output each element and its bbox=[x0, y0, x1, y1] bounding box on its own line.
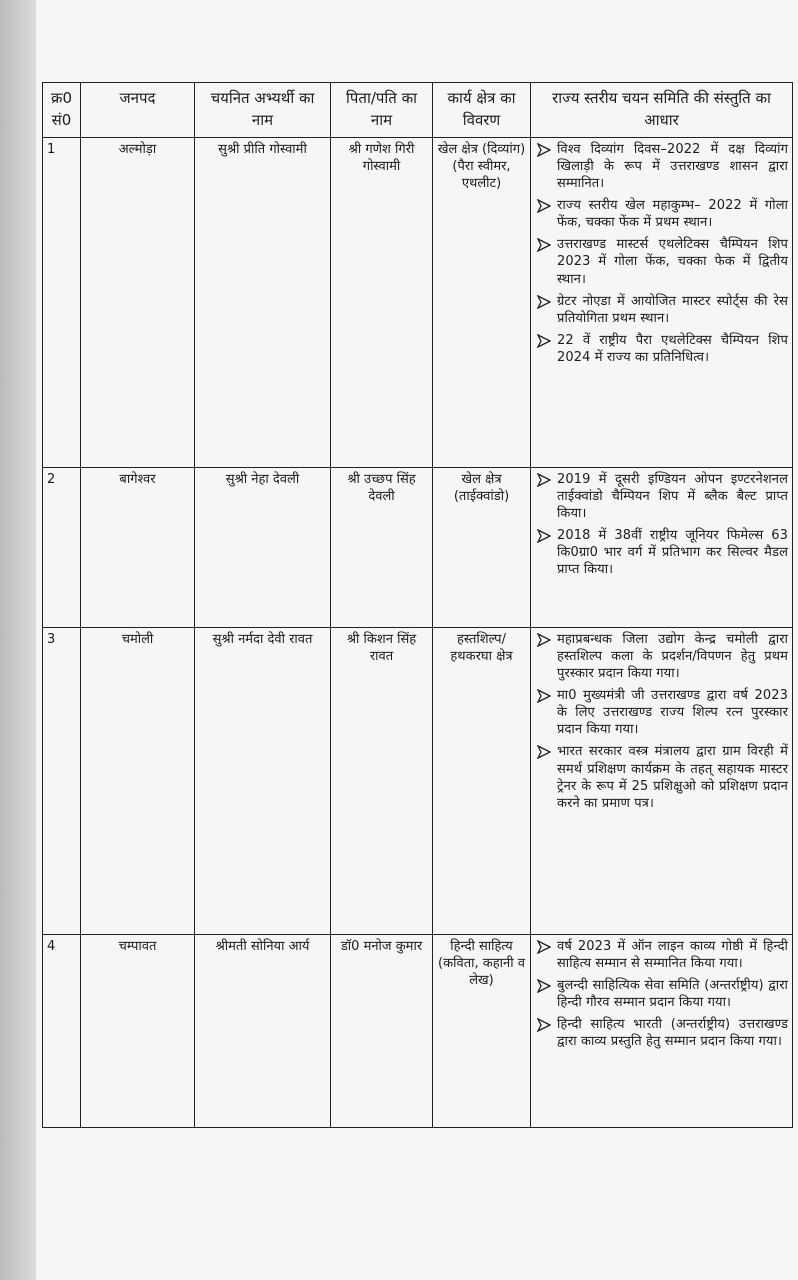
basis-text: वर्ष 2023 में ऑन लाइन काव्य गोष्ठी में हिन्दी साहित्य सम्मान से सम्मानित किया गया। bbox=[557, 938, 788, 971]
basis-item bbox=[535, 527, 788, 578]
candidate-cell: श्रीमती सोनिया आर्य bbox=[195, 934, 331, 1127]
basis-item bbox=[535, 743, 788, 812]
field-cell: खेल क्षेत्र (ताईक्वांडो) bbox=[433, 467, 531, 627]
basis-text: 2019 में दूसरी इण्डियन ओपन इण्टरनेशनल ताईक्वांडो चैम्पियन शिप में ब्लैक बैल्ट प्राप्त किया। bbox=[557, 471, 788, 521]
basis-item bbox=[535, 977, 788, 1011]
table-row bbox=[43, 934, 793, 1127]
basis-list bbox=[535, 471, 788, 579]
basis-list bbox=[535, 938, 788, 1051]
father-name-cell: श्री गणेश गिरी गोस्वामी bbox=[331, 137, 433, 467]
district-cell: चमोली bbox=[81, 627, 195, 934]
district-cell: चम्पावत bbox=[81, 934, 195, 1127]
header-basis: राज्य स्तरीय चयन समिति की संस्तुति का आधार bbox=[531, 83, 793, 138]
field-cell: खेल क्षेत्र (दिव्यांग) (पैरा स्वीमर, एथलीट) bbox=[433, 137, 531, 467]
arrowhead-bullet-icon bbox=[537, 295, 551, 309]
basis-text: विश्व दिव्यांग दिवस–2022 में दक्ष दिव्यांग खिलाड़ी के रूप में उत्तराखण्ड शासन द्वारा सम्मानित। bbox=[557, 141, 788, 191]
arrowhead-bullet-icon bbox=[537, 199, 551, 213]
basis-cell bbox=[531, 627, 793, 934]
basis-item bbox=[535, 236, 788, 287]
table-header-row bbox=[43, 83, 793, 138]
father-name-cell: डॉ0 मनोज कुमार bbox=[331, 934, 433, 1127]
basis-text: उत्तराखण्ड मास्टर्स एथलेटिक्स चैम्पियन शिप 2023 में गोला फेंक, चक्का फेक में द्वितीय स्थान। bbox=[557, 237, 788, 287]
basis-item bbox=[535, 938, 788, 972]
candidate-cell: सुश्री प्रीति गोस्वामी bbox=[195, 137, 331, 467]
table-row bbox=[43, 627, 793, 934]
basis-text: राज्य स्तरीय खेल महाकुम्भ– 2022 में गोला फेंक, चक्का फेंक में प्रथम स्थान। bbox=[557, 197, 788, 231]
arrowhead-bullet-icon bbox=[537, 745, 551, 759]
header-district: जनपद bbox=[81, 83, 195, 138]
serial-cell: 2 bbox=[43, 467, 81, 627]
basis-text: भारत सरकार वस्त्र मंत्रालय द्वारा ग्राम विरही में समर्थ प्रशिक्षण कार्यक्रम के तहत् सहायक मास्टर ट्रेनर के रूप में 25 प्रशिक्षुओ को प्रशिक्षण प्रदान करने का प्रमाण पत्र। bbox=[557, 744, 788, 811]
arrowhead-bullet-icon bbox=[537, 238, 551, 252]
table-row bbox=[43, 137, 793, 467]
basis-text: 2018 में 38वीं राष्ट्रीय जूनियर फिमेल्स 63 कि0ग्रा0 भार वर्ग में प्रतिभाग कर सिल्वर मैडल प्राप्त किया। bbox=[557, 527, 788, 578]
header-father: पिता/पति का नाम bbox=[331, 83, 433, 138]
arrowhead-bullet-icon bbox=[537, 529, 551, 543]
candidate-cell: सुश्री नेहा देवली bbox=[195, 467, 331, 627]
header-serial: क्र0 सं0 bbox=[43, 83, 81, 138]
basis-item bbox=[535, 631, 788, 682]
basis-cell bbox=[531, 137, 793, 467]
arrowhead-bullet-icon bbox=[537, 979, 551, 993]
basis-item bbox=[535, 332, 788, 366]
district-cell: अल्मोड़ा bbox=[81, 137, 195, 467]
candidate-cell: सुश्री नर्मदा देवी रावत bbox=[195, 627, 331, 934]
arrowhead-bullet-icon bbox=[537, 143, 551, 157]
basis-text: ग्रेटर नोएडा में आयोजित मास्टर स्पोर्ट्स की रेस प्रतियोगिता प्रथम स्थान। bbox=[557, 293, 788, 326]
basis-text: हिन्दी साहित्य भारती (अन्तर्राष्ट्रीय) उत्तराखण्ड द्वारा काव्य प्रस्तुति हेतु सम्मान प्रदान किया गया। bbox=[557, 1017, 788, 1050]
father-name-cell: श्री उच्छप सिंह देवली bbox=[331, 467, 433, 627]
basis-text: मा0 मुख्यमंत्री जी उत्तराखण्ड द्वारा वर्ष 2023 के लिए उत्तराखण्ड राज्य शिल्प रत्न पुरस्कार प्रदान किया गया। bbox=[557, 687, 788, 738]
basis-cell bbox=[531, 467, 793, 627]
serial-cell: 4 bbox=[43, 934, 81, 1127]
basis-item bbox=[535, 471, 788, 522]
basis-text: बुलन्दी साहित्यिक सेवा समिति (अन्तर्राष्ट्रीय) द्वारा हिन्दी गौरव सम्मान प्रदान किया गया। bbox=[557, 977, 788, 1010]
arrowhead-bullet-icon bbox=[537, 473, 551, 487]
field-cell: हस्तशिल्प/ हथकरघा क्षेत्र bbox=[433, 627, 531, 934]
arrowhead-bullet-icon bbox=[537, 334, 551, 348]
table-row bbox=[43, 467, 793, 627]
father-name-cell: श्री किशन सिंह रावत bbox=[331, 627, 433, 934]
arrowhead-bullet-icon bbox=[537, 1018, 551, 1032]
header-field: कार्य क्षेत्र का विवरण bbox=[433, 83, 531, 138]
basis-item bbox=[535, 687, 788, 738]
arrowhead-bullet-icon bbox=[537, 689, 551, 703]
field-cell: हिन्दी साहित्य (कविता, कहानी व लेख) bbox=[433, 934, 531, 1127]
header-candidate: चयनित अभ्यर्थी का नाम bbox=[195, 83, 331, 138]
basis-item bbox=[535, 293, 788, 327]
arrowhead-bullet-icon bbox=[537, 633, 551, 647]
district-cell: बागेश्वर bbox=[81, 467, 195, 627]
basis-list bbox=[535, 631, 788, 813]
serial-cell: 3 bbox=[43, 627, 81, 934]
basis-item bbox=[535, 141, 788, 192]
awardee-table bbox=[42, 82, 793, 1128]
basis-text: 22 वें राष्ट्रीय पैरा एथलेटिक्स चैम्पियन शिप 2024 में राज्य का प्रतिनिधित्व। bbox=[557, 333, 788, 366]
basis-cell bbox=[531, 934, 793, 1127]
basis-text: महाप्रबन्धक जिला उद्योग केन्द्र चमोली द्वारा हस्तशिल्प कला के प्रदर्शन/विपणन हेतु प्रथम पुरस्कार प्रदान किया गया। bbox=[557, 631, 788, 681]
basis-item bbox=[535, 1016, 788, 1050]
basis-item bbox=[535, 197, 788, 231]
serial-cell: 1 bbox=[43, 137, 81, 467]
basis-list bbox=[535, 141, 788, 367]
document-sheet bbox=[36, 0, 798, 1280]
arrowhead-bullet-icon bbox=[537, 940, 551, 954]
